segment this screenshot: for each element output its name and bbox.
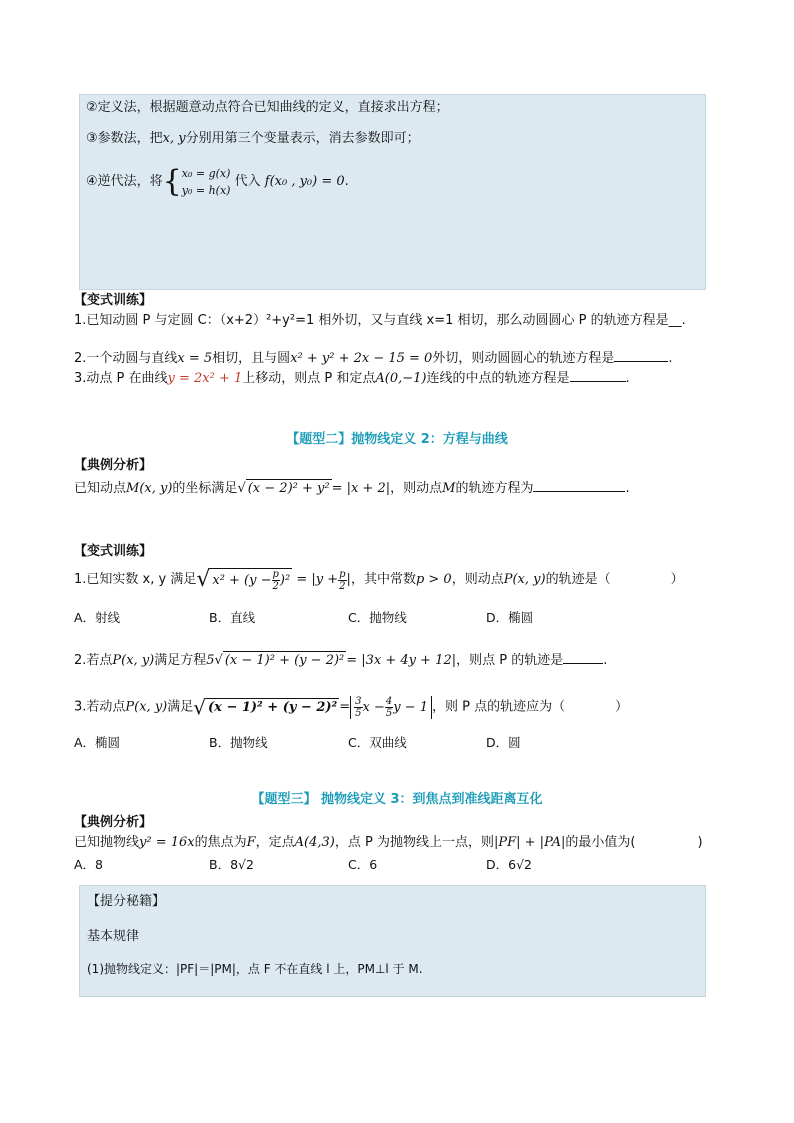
method-parameter: ③参数法，把x, y分别用第三个变量表示，消去参数即可；	[86, 131, 420, 146]
variant-label-2: 【变式训练】	[74, 544, 153, 559]
option-a-2: A．椭圆	[74, 735, 121, 750]
question-3: 3.动点 P 在曲线y = 2x² + 1上移动，则点 P 和定点A(0,−1)连线的中点的轨迹方程是 .	[74, 371, 630, 386]
option-d-3: D．6√2	[486, 857, 532, 872]
example-label: 【典例分析】	[74, 458, 153, 473]
example-2: 已知动点M(x, y)的坐标满足√ (x − 2)² + y² = |x + 2|，则动点M的轨迹方程为 .	[74, 481, 630, 496]
method-definition: ②定义法，根据题意动点符合已知曲线的定义，直接求出方程；	[86, 100, 449, 115]
option-d: D．椭圆	[486, 610, 534, 625]
option-b-3: B．8√2	[209, 857, 254, 872]
variant2-question-2: 2.若点P(x, y)满足方程5√ (x − 1)² + (y − 2)² = |3x + 4y + 12|，则点 P 的轨迹是 .	[74, 653, 608, 668]
example-3: 已知抛物线y² = 16x的焦点为F，定点A(4,3)，点 P 为抛物线上一点，则|PF| + |PA|的最小值为( )	[74, 835, 703, 850]
variant2-question-3: 3.若动点P(x, y)满足√ (x − 1)² + (y − 2)² = $\frac{3}{5}$ x − $\frac{4}{5}$ y − 1 ，则 P 点的轨迹应为（ ）	[74, 695, 629, 720]
option-b: B．直线	[209, 610, 256, 625]
question-2: 2.一个动圆与直线x = 5相切，且与圆x² + y² + 2x − 15 = 0外切，则动圆圆心的轨迹方程是 .	[74, 351, 673, 366]
section-2-title: 【题型二】抛物线定义 2：方程与曲线	[286, 432, 508, 447]
option-b-2: B．抛物线	[209, 735, 268, 750]
option-c-3: C．6	[348, 857, 378, 872]
tip-subtitle: 基本规律	[87, 929, 140, 944]
tip-rule: (1)抛物线定义：|PF|＝|PM|，点 F 不在直线 l 上，PM⊥l 于 M.	[87, 962, 423, 976]
option-d-2: D．圆	[486, 735, 521, 750]
option-c-2: C．双曲线	[348, 735, 407, 750]
option-a-3: A．8	[74, 857, 104, 872]
section-3-title: 【题型三】 抛物线定义 3：到焦点到准线距离互化	[251, 792, 543, 807]
variant2-question-1: 1.已知实数 x, y 满足√ x² + (y − $\frac{p}{2}$ )² = |y + $\frac{p}{2}$ |，其中常数p > 0，则动点P(x, y)的轨迹是（ ）	[74, 567, 684, 592]
question-1: 1.已知动圆 P 与定圆 C：（x+2）²+y²=1 相外切，又与直线 x=1 相切，那么动圆圆心 P 的轨迹方程是__.	[74, 313, 686, 328]
tip-title: 【提分秘籍】	[87, 894, 166, 909]
option-c: C．抛物线	[348, 610, 407, 625]
option-a: A．射线	[74, 610, 121, 625]
tip-box	[79, 885, 706, 997]
example-label-3: 【典例分析】	[74, 815, 153, 830]
variant-label: 【变式训练】	[74, 293, 153, 308]
method-inverse: ④逆代法，将{ x₀ = g(x) y₀ = h(x) 代入 f(x₀ , y₀) = 0.	[86, 164, 349, 199]
